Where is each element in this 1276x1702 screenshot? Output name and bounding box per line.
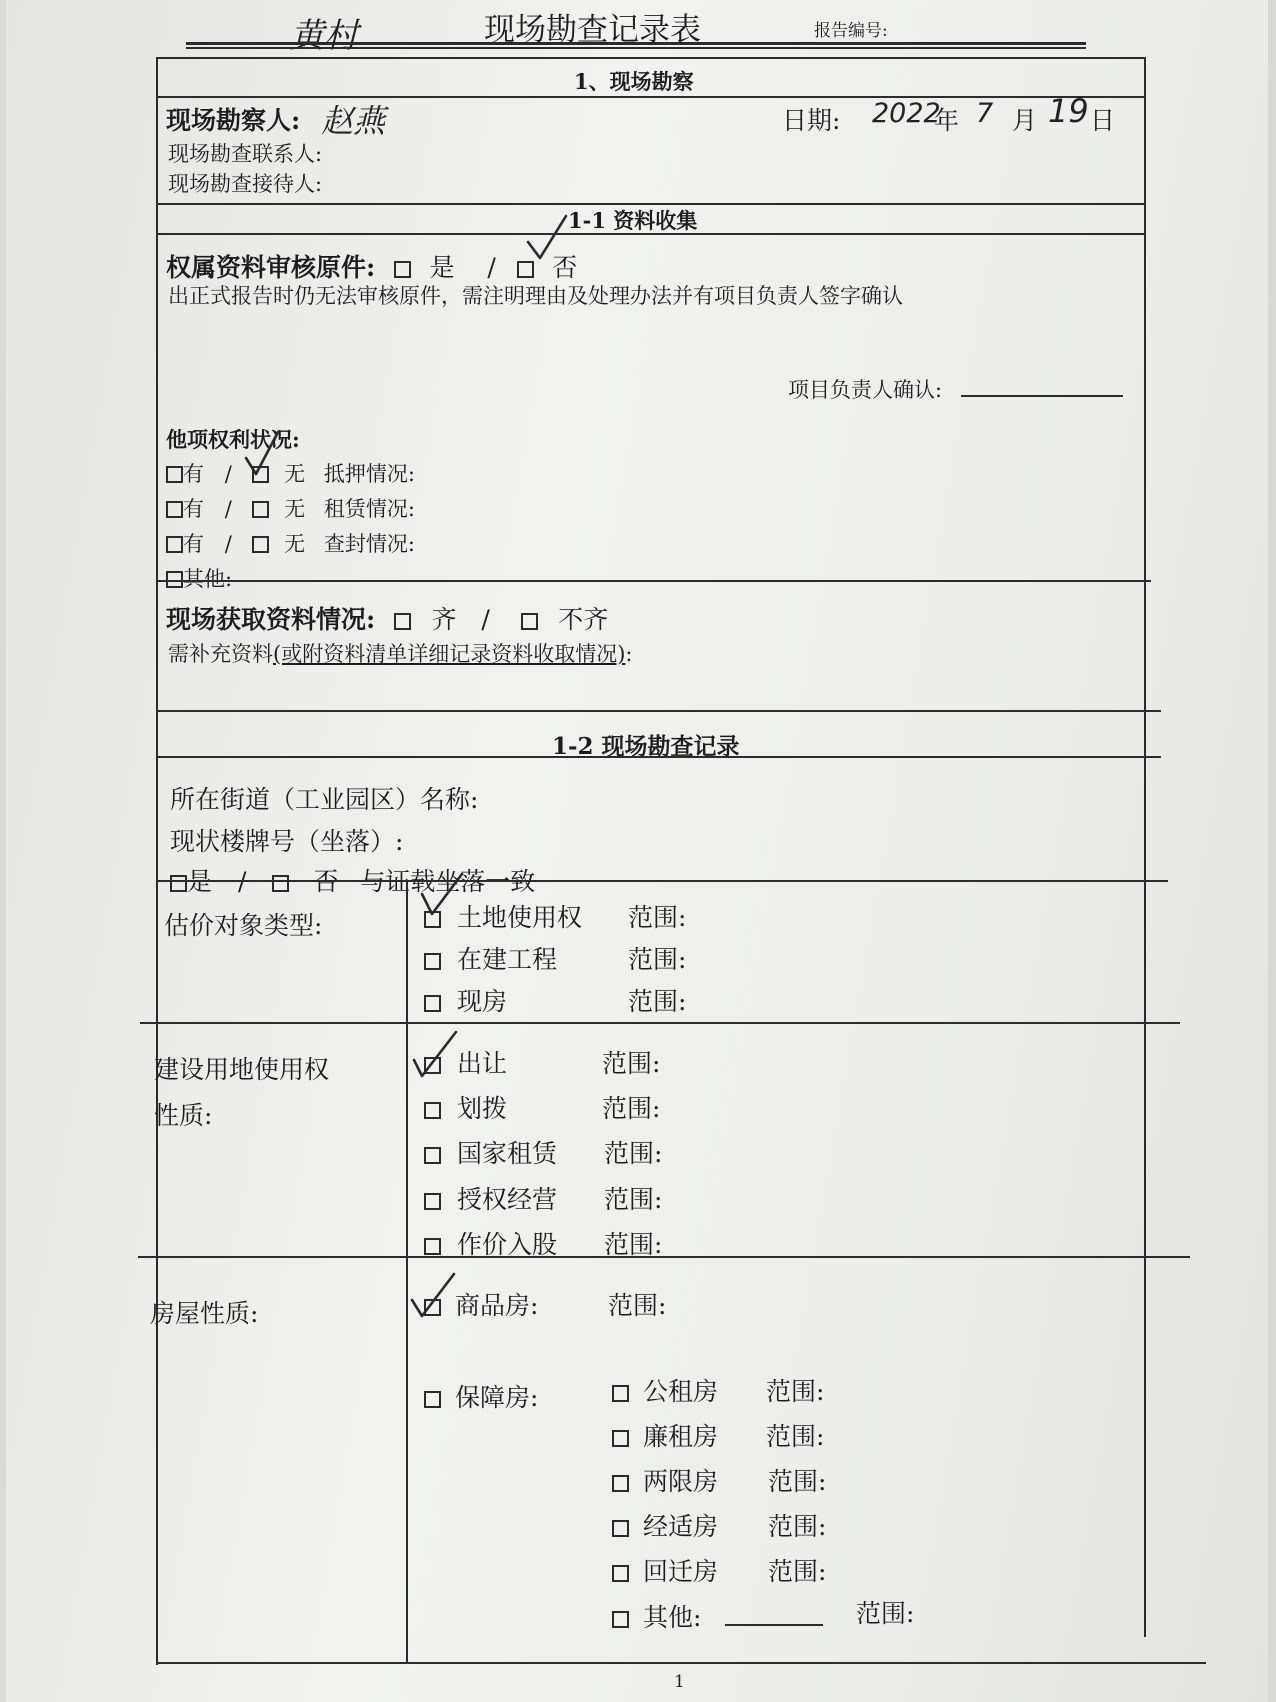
rule-s11 — [156, 233, 1146, 235]
form-title: 现场勘查记录表 — [484, 12, 701, 48]
seizure-label: 查封情况: — [323, 532, 415, 556]
building-number-label: 现状楼牌号（坐落）: — [170, 827, 404, 856]
section-1-1-heading: 1-1 资料收集 — [568, 208, 698, 233]
seizure-none-checkbox[interactable] — [252, 536, 269, 553]
mortgage-slash: / — [224, 462, 232, 486]
other-label: 其他: — [183, 567, 233, 591]
authorized-label: 授权经营 — [457, 1185, 558, 1214]
object-existing-range: 范围: — [628, 987, 687, 1016]
inspector-label: 现场勘察人: — [166, 106, 301, 135]
section-1-2-heading: 1-2 现场勘查记录 — [552, 733, 740, 760]
rule-land-nature — [140, 1022, 1180, 1024]
land-nature-authorized — [424, 1180, 557, 1216]
state-lease-checkbox[interactable] — [424, 1147, 441, 1164]
onsite-slash: / — [481, 605, 490, 634]
supplement-note: (或附资料清单详细记录资料收取情况) — [273, 642, 626, 666]
object-type-label: 估价对象类型: — [164, 911, 323, 940]
handwritten-place: 黄村 — [290, 16, 358, 56]
commercial-label: 商品房: — [455, 1291, 539, 1320]
lease-slash: / — [224, 497, 232, 521]
mortgage-label: 抵押情况: — [323, 462, 415, 486]
date-day-unit: 日 — [1090, 106, 1116, 135]
ownership-label — [166, 248, 577, 284]
column-divider — [406, 880, 408, 1662]
two-limit-label: 两限房 — [643, 1467, 719, 1496]
relocation-range: 范围: — [768, 1557, 827, 1586]
report-number-label: 报告编号: — [814, 21, 888, 41]
date-month: 7 — [976, 98, 994, 129]
low-rent-range: 范围: — [766, 1422, 825, 1451]
affordable-economy — [612, 1507, 718, 1543]
land-nature-allocation — [424, 1089, 507, 1125]
date-label: 日期: — [782, 106, 841, 135]
two-limit-checkbox[interactable] — [612, 1475, 629, 1492]
consistent-no-checkbox[interactable] — [272, 875, 289, 892]
rule-house-nature — [138, 1256, 1190, 1258]
onsite-incomplete-label: 不齐 — [558, 605, 609, 634]
lease-none-label: 无 — [284, 497, 306, 521]
house-nature-label: 房屋性质: — [150, 1299, 259, 1328]
inspector-signature: 赵燕 — [321, 102, 386, 140]
object-type-construction — [424, 940, 557, 976]
consistent-no-label: 否 — [313, 867, 339, 896]
supplement-label: 需补充资料 — [168, 642, 273, 666]
lease-has-label: 有 — [183, 497, 204, 521]
rule-s1 — [156, 96, 1146, 98]
street-label: 所在街道（工业园区）名称: — [170, 785, 479, 814]
pm-confirm-label — [788, 374, 1123, 404]
consistent-yes-checkbox[interactable] — [170, 875, 187, 892]
check-mark-icon — [524, 214, 570, 262]
frame-left — [156, 57, 158, 1665]
equity-checkbox[interactable] — [424, 1238, 441, 1255]
object-type-existing — [424, 982, 507, 1018]
economy-checkbox[interactable] — [612, 1520, 629, 1537]
two-limit-range: 范围: — [768, 1467, 827, 1496]
date-day: 19 — [1048, 92, 1089, 130]
transfer-label: 出让 — [457, 1049, 508, 1078]
seizure-none-label: 无 — [284, 532, 306, 556]
object-existing-checkbox[interactable] — [424, 995, 441, 1012]
lease-label: 租赁情况: — [323, 497, 415, 521]
date-year-unit: 年 — [934, 106, 960, 135]
allocation-range: 范围: — [602, 1094, 661, 1123]
low-rent-checkbox[interactable] — [612, 1430, 629, 1447]
frame-right — [1144, 57, 1146, 1637]
ownership-no-label: 否 — [552, 253, 578, 282]
seizure-slash: / — [224, 532, 232, 556]
date-month-unit: 月 — [1012, 106, 1038, 135]
transfer-range: 范围: — [602, 1049, 661, 1078]
form-paper — [6, 0, 1268, 1702]
consistent-slash: / — [237, 867, 247, 896]
equity-label: 作价入股 — [457, 1230, 558, 1259]
pm-confirm-text: 项目负责人确认: — [788, 378, 943, 402]
rule-s12 — [156, 756, 1161, 758]
onsite-complete-checkbox[interactable] — [394, 613, 411, 630]
ownership-label-text: 权属资料审核原件: — [166, 253, 376, 282]
mortgage-has-label: 有 — [183, 462, 204, 486]
receiver-label: 现场勘查接待人: — [168, 172, 323, 196]
onsite-incomplete-checkbox[interactable] — [521, 613, 538, 630]
land-nature-lease — [424, 1134, 557, 1170]
supplement-colon: : — [625, 642, 633, 666]
header-rule-2 — [186, 47, 1086, 49]
state-lease-range: 范围: — [604, 1139, 663, 1168]
consistent-label: 与证载坐落一致 — [360, 867, 536, 896]
affordable-relocation — [612, 1552, 718, 1588]
ownership-yes-checkbox[interactable] — [394, 261, 411, 278]
relocation-label: 回迁房 — [643, 1557, 719, 1586]
ownership-note: 出正式报告时仍无法审核原件，需注明理由及处理办法并有项目负责人签字确认 — [168, 284, 903, 308]
rights-row-mortgage — [166, 458, 415, 488]
rights-row-lease — [166, 493, 415, 523]
consistent-yes-label: 是 — [187, 867, 213, 896]
object-construction-checkbox[interactable] — [424, 953, 441, 970]
authorized-checkbox[interactable] — [424, 1193, 441, 1210]
mortgage-has-checkbox[interactable] — [166, 466, 183, 483]
affordable-low-rent — [612, 1417, 718, 1453]
object-land-label: 土地使用权 — [457, 903, 583, 932]
affordable-other-range: 范围: — [856, 1599, 915, 1628]
check-mark-icon — [242, 428, 288, 476]
affordable-other-label: 其他: — [643, 1603, 702, 1632]
house-affordable — [424, 1378, 538, 1414]
low-rent-label: 廉租房 — [643, 1422, 719, 1451]
rule-s12-top — [156, 710, 1161, 712]
supplement-row — [168, 638, 632, 668]
other-rights-label: 他项权利状况: — [166, 427, 300, 452]
ownership-slash: / — [487, 253, 496, 282]
frame-bottom — [156, 1662, 1206, 1664]
date-year: 2022 — [872, 98, 941, 129]
relocation-checkbox[interactable] — [612, 1565, 629, 1582]
public-rental-checkbox[interactable] — [612, 1385, 629, 1402]
check-mark-icon — [410, 1270, 456, 1318]
affordable-public-rental — [612, 1372, 718, 1408]
mortgage-none-label: 无 — [284, 462, 306, 486]
allocation-checkbox[interactable] — [424, 1102, 441, 1119]
ownership-yes-label: 是 — [429, 253, 455, 282]
affordable-checkbox[interactable] — [424, 1391, 441, 1408]
onsite-label: 现场获取资料情况: — [166, 605, 376, 634]
commercial-range: 范围: — [608, 1291, 667, 1320]
equity-range: 范围: — [604, 1230, 663, 1259]
rule-onsite — [156, 580, 1151, 582]
allocation-label: 划拨 — [457, 1094, 508, 1123]
check-mark-icon — [420, 870, 466, 918]
seizure-has-checkbox[interactable] — [166, 536, 183, 553]
lease-has-checkbox[interactable] — [166, 501, 183, 518]
rights-row-other — [166, 563, 232, 593]
public-rental-label: 公租房 — [643, 1377, 719, 1406]
rule-object-type — [156, 880, 1168, 882]
rights-row-seizure — [166, 528, 415, 558]
frame-top — [156, 57, 1146, 59]
land-nature-label-1: 建设用地使用权 — [154, 1055, 330, 1084]
affordable-two-limit — [612, 1462, 718, 1498]
seizure-has-label: 有 — [183, 532, 204, 556]
object-construction-label: 在建工程 — [457, 945, 558, 974]
affordable-other-checkbox[interactable] — [612, 1611, 629, 1628]
pm-confirm-field[interactable] — [961, 395, 1123, 397]
ownership-no-checkbox[interactable] — [517, 261, 534, 278]
object-construction-range: 范围: — [628, 945, 687, 974]
affordable-other — [612, 1598, 823, 1634]
header-rule — [186, 42, 1086, 45]
affordable-label: 保障房: — [455, 1383, 539, 1412]
contact-label: 现场勘查联系人: — [168, 142, 323, 166]
state-lease-label: 国家租赁 — [457, 1139, 558, 1168]
object-land-range: 范围: — [628, 903, 687, 932]
economy-label: 经适房 — [643, 1512, 719, 1541]
onsite-complete-label: 齐 — [431, 605, 457, 634]
affordable-other-field[interactable] — [725, 1624, 823, 1626]
onsite-row — [166, 600, 608, 636]
check-mark-icon — [412, 1030, 458, 1078]
lease-none-checkbox[interactable] — [252, 501, 269, 518]
object-existing-label: 现房 — [457, 987, 508, 1016]
economy-range: 范围: — [768, 1512, 827, 1541]
section-1-heading: 1、现场勘察 — [574, 69, 694, 94]
page-number: 1 — [674, 1672, 685, 1692]
public-rental-range: 范围: — [766, 1377, 825, 1406]
authorized-range: 范围: — [604, 1185, 663, 1214]
land-nature-label-2: 性质: — [154, 1101, 213, 1130]
